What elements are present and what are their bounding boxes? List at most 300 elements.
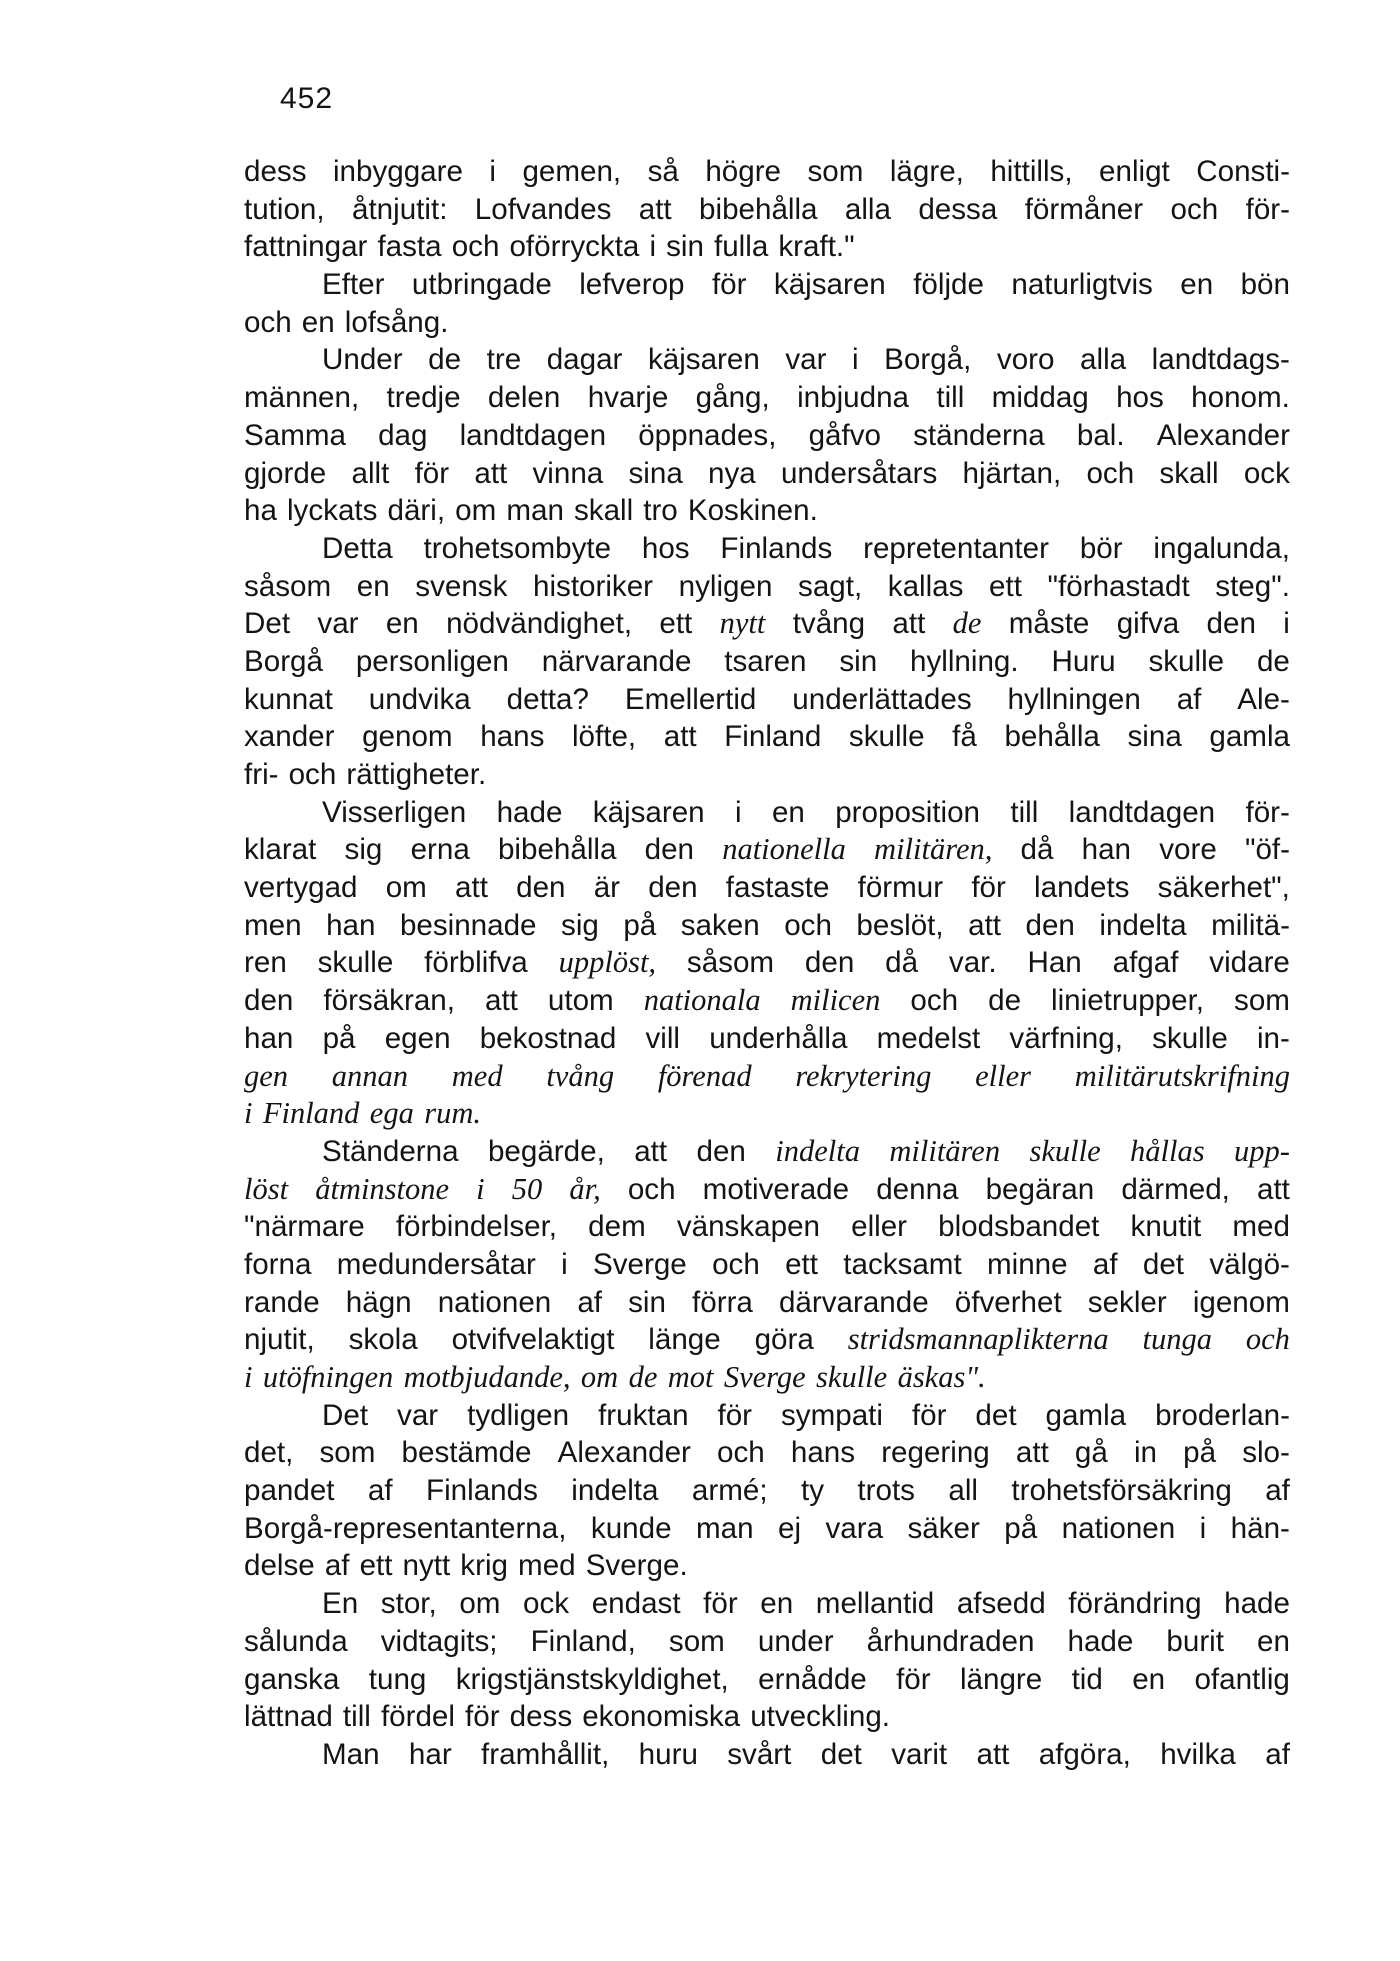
word: öfverhet — [954, 1285, 1062, 1319]
word: erna — [410, 833, 470, 867]
word: xander — [244, 720, 335, 754]
word: följde — [913, 268, 984, 302]
word: mellantid — [815, 1587, 935, 1621]
word: och — [1245, 1322, 1290, 1357]
word: skulle — [1148, 644, 1225, 678]
word: enligt — [1099, 155, 1170, 188]
word: hos — [641, 531, 690, 565]
word: som — [319, 1436, 376, 1470]
word: begäran — [985, 1172, 1095, 1206]
word: om — [455, 494, 497, 528]
word: och — [244, 305, 292, 339]
word: en — [356, 569, 390, 603]
word: männen, — [244, 381, 360, 415]
word: skulle — [1152, 1021, 1228, 1055]
word: tacksamt — [843, 1247, 962, 1281]
word: för — [911, 1398, 947, 1432]
word: militären, — [874, 832, 993, 867]
word: bekostnad — [479, 1021, 617, 1055]
word: tydligen — [467, 1398, 570, 1432]
word: göra — [754, 1323, 814, 1357]
word: saken — [680, 908, 760, 942]
word: af — [577, 1285, 603, 1319]
word: den — [1025, 908, 1075, 942]
word: den — [696, 1134, 746, 1168]
word: inbyggare — [332, 155, 463, 188]
word: upp- — [1234, 1133, 1290, 1168]
text-line — [244, 228, 1290, 266]
word: för — [414, 456, 450, 490]
word: för — [465, 1700, 500, 1734]
word: klarat — [244, 833, 317, 867]
word: nytt — [402, 1549, 451, 1583]
word: Koskinen. — [687, 494, 818, 528]
word: detta? — [506, 682, 589, 716]
word: och — [1086, 456, 1135, 490]
word: varit — [891, 1737, 948, 1771]
word: Detta — [322, 531, 393, 565]
word: inbjudna — [797, 381, 909, 415]
word: af — [1092, 1247, 1118, 1281]
word: öppnades, — [638, 418, 777, 452]
word: hän- — [1230, 1511, 1290, 1545]
text-line — [244, 1736, 1290, 1774]
text-line — [244, 266, 1290, 304]
word: rättigheter. — [346, 758, 487, 791]
word: hittills, — [990, 155, 1073, 188]
word: de — [952, 606, 982, 641]
word: tunga — [1142, 1322, 1213, 1357]
word: delen — [487, 381, 561, 415]
word: fördel — [380, 1700, 455, 1734]
text-line — [244, 1661, 1290, 1699]
word: delse — [244, 1549, 315, 1583]
word: bestämde — [401, 1436, 532, 1470]
word: militä- — [1211, 908, 1290, 942]
word: de — [628, 1360, 658, 1394]
word: och — [717, 1436, 765, 1470]
word: beslöt, — [856, 908, 944, 942]
word: gen — [244, 1058, 289, 1093]
word: för- — [1245, 192, 1290, 226]
word: lefverop — [579, 268, 685, 302]
word: dessa — [918, 192, 998, 226]
word: i — [476, 1171, 485, 1206]
word: högre — [705, 155, 782, 188]
word: vara — [825, 1511, 884, 1545]
word: lägre, — [889, 155, 964, 188]
word: i — [649, 230, 657, 264]
word: medundersåtar — [336, 1247, 536, 1281]
word: löst — [244, 1171, 289, 1206]
text-line — [244, 1321, 1290, 1359]
word: Finland — [262, 1096, 360, 1131]
word: kunnat — [244, 682, 333, 716]
word: tredje — [386, 381, 461, 415]
text-line — [244, 1585, 1290, 1623]
text-line — [244, 492, 1290, 530]
word: var — [317, 607, 359, 641]
word: en — [1257, 1624, 1290, 1658]
word: vore — [1159, 833, 1217, 867]
word: Man — [322, 1737, 380, 1771]
word: af — [1265, 1474, 1290, 1508]
text-line — [244, 1095, 1290, 1133]
word: Consti- — [1196, 155, 1290, 188]
word: hvilka — [1160, 1737, 1236, 1771]
word: hyllning. — [910, 644, 1019, 678]
word: utöfningen — [262, 1360, 394, 1394]
word: säker — [907, 1511, 980, 1545]
word: tro — [643, 494, 678, 528]
word: var. — [948, 946, 997, 980]
word: nationella — [722, 832, 846, 867]
text-line — [244, 1133, 1290, 1171]
word: en — [385, 607, 419, 641]
word: däri, — [387, 494, 446, 528]
word: fulla — [714, 230, 769, 264]
text-line — [244, 530, 1290, 568]
word: ej — [777, 1511, 802, 1545]
word: till — [342, 1700, 371, 1734]
word: landtdagen — [1068, 795, 1216, 829]
word: landtdags- — [1151, 343, 1290, 377]
word: svårt — [727, 1737, 792, 1771]
word: sin — [628, 1285, 666, 1319]
text-line — [244, 568, 1290, 606]
word: ett — [785, 1247, 818, 1281]
word: indelta — [1099, 908, 1187, 942]
text-line — [244, 1246, 1290, 1284]
word: behålla — [1004, 720, 1100, 754]
word: historiker — [532, 569, 654, 603]
word: motbjudande, — [403, 1360, 571, 1394]
word: rum. — [424, 1096, 481, 1131]
word: bibehålla — [699, 192, 818, 226]
word: skall — [573, 494, 634, 528]
word: "förhastadt — [1047, 569, 1190, 603]
word: in- — [1256, 1021, 1290, 1055]
word: egen — [384, 1021, 451, 1055]
word: tsaren — [724, 644, 807, 678]
word: såsom — [244, 569, 332, 603]
word: Det — [322, 1398, 369, 1432]
word: såsom — [686, 946, 775, 980]
word: militären — [889, 1133, 1001, 1168]
word: och — [784, 908, 832, 942]
word: allt — [351, 456, 390, 490]
word: som — [668, 1624, 725, 1658]
word: med — [518, 1549, 576, 1583]
word: Visserligen — [322, 795, 467, 829]
text-line — [244, 907, 1290, 945]
word: därvarande — [778, 1285, 929, 1319]
word: det — [1142, 1247, 1185, 1281]
text-line — [244, 1171, 1290, 1209]
word: sin — [666, 230, 704, 264]
word: närvarande — [541, 644, 692, 678]
word: ofantlig — [1194, 1662, 1290, 1696]
word: ganska — [244, 1662, 340, 1696]
text-line — [244, 756, 1290, 794]
word: åtminstone — [315, 1171, 450, 1206]
word: var — [397, 1398, 439, 1432]
word: sig — [344, 833, 383, 867]
word: han — [1081, 833, 1132, 867]
text-line — [244, 1020, 1290, 1058]
word: linietrupper, — [1051, 984, 1205, 1018]
word: skulle — [816, 1360, 888, 1394]
word: för- — [1245, 795, 1290, 829]
word: tid — [1071, 1662, 1103, 1696]
word: att — [634, 1134, 668, 1168]
text-line — [244, 417, 1290, 455]
word: käjsaren — [592, 795, 705, 829]
word: ty — [800, 1474, 824, 1508]
word: tvång — [546, 1058, 615, 1093]
word: Det — [244, 607, 291, 641]
word: att — [455, 871, 488, 905]
word: gifva — [1116, 607, 1180, 641]
word: regering — [881, 1436, 990, 1470]
word: käjsaren — [647, 343, 760, 377]
word: att — [474, 456, 508, 490]
word: nödvändighet, — [446, 607, 633, 641]
word: förenad — [657, 1058, 752, 1093]
word: rekrytering — [795, 1058, 932, 1093]
word: hjärtan, — [962, 456, 1062, 490]
text-line — [244, 1284, 1290, 1322]
word: århundraden — [866, 1624, 1035, 1658]
word: och — [910, 984, 959, 1018]
word: bön — [1240, 268, 1290, 302]
word: nyligen — [678, 569, 773, 603]
word: som — [1234, 984, 1290, 1018]
word: om — [459, 1587, 501, 1621]
word: gamla — [1045, 1398, 1127, 1432]
word: indelta — [571, 1474, 659, 1508]
word: begärde, — [487, 1134, 605, 1168]
word: och — [451, 230, 500, 264]
word: den — [644, 833, 695, 867]
word: åtnjutit: — [352, 192, 448, 226]
word: man — [695, 1511, 754, 1545]
word: för — [717, 1398, 753, 1432]
word: för — [896, 1662, 931, 1696]
text-line — [244, 153, 1290, 191]
word: dess — [244, 155, 307, 188]
word: hade — [496, 795, 563, 829]
text-line — [244, 1472, 1290, 1510]
word: han — [326, 908, 376, 942]
word: vänskapen — [676, 1210, 820, 1244]
word: underhålla — [709, 1021, 848, 1055]
word: undvika — [368, 682, 471, 716]
word: bal. — [1076, 418, 1125, 452]
word: de — [428, 343, 462, 377]
word: sympati — [781, 1398, 883, 1432]
body-text — [244, 153, 1290, 1774]
word: afgaf — [1112, 946, 1179, 980]
word: Lofvandes — [474, 192, 612, 226]
word: i — [489, 155, 496, 188]
word: vinna — [532, 456, 604, 490]
word: skola — [348, 1323, 418, 1357]
word: Alexander — [1156, 418, 1290, 452]
word: afgöra, — [1038, 1737, 1131, 1771]
word: Han — [1027, 946, 1082, 980]
word: ega — [369, 1096, 414, 1131]
word: man — [506, 494, 564, 528]
word: in — [1133, 1436, 1158, 1470]
word: middag — [991, 381, 1089, 415]
word: utveckling. — [750, 1700, 891, 1734]
word: burit — [1166, 1624, 1224, 1658]
word: voro — [996, 343, 1055, 377]
word: Alexander — [557, 1436, 691, 1470]
word: försäkran, — [323, 984, 455, 1018]
word: på — [623, 908, 657, 942]
word: nationen — [437, 1285, 552, 1319]
word: längre — [959, 1662, 1043, 1696]
word: käjsaren — [773, 268, 886, 302]
text-line — [244, 681, 1290, 719]
word: hos — [1116, 381, 1164, 415]
text-line — [244, 831, 1290, 869]
word: det — [975, 1398, 1017, 1432]
word: dag — [378, 418, 428, 452]
word: välgö- — [1209, 1247, 1290, 1281]
word: upplöst, — [558, 945, 657, 980]
word: i — [244, 1096, 253, 1131]
word: en — [301, 305, 335, 339]
word: tre — [486, 343, 522, 377]
word: personligen — [355, 644, 509, 678]
word: utom — [547, 984, 614, 1018]
word: sina — [628, 456, 683, 490]
word: nationen — [1061, 1511, 1176, 1545]
word: annan — [331, 1058, 409, 1093]
word: all — [948, 1474, 978, 1508]
text-line — [244, 718, 1290, 756]
word: på — [1183, 1436, 1217, 1470]
word: motiverade — [702, 1172, 850, 1206]
word: att — [976, 1737, 1010, 1771]
word: otvifvelaktigt — [451, 1323, 615, 1357]
word: medelst — [876, 1021, 981, 1055]
text-line — [244, 794, 1290, 832]
word: besinnade — [399, 908, 537, 942]
word: eller — [975, 1058, 1032, 1093]
word: armé; — [691, 1474, 768, 1508]
word: njutit, — [244, 1323, 315, 1357]
word: Samma — [244, 418, 346, 452]
word: en — [1132, 1662, 1166, 1696]
word: skulle — [848, 720, 925, 754]
word: för — [703, 1587, 738, 1621]
word: fastaste — [725, 871, 830, 905]
word: fri- — [244, 758, 279, 791]
word: eller — [851, 1210, 908, 1244]
word: bibehålla — [497, 833, 617, 867]
word: hållas — [1130, 1133, 1205, 1168]
word: svensk — [415, 569, 508, 603]
word: tution, — [244, 192, 325, 226]
word: ernådde — [758, 1662, 867, 1696]
word: gå — [1074, 1436, 1108, 1470]
word: broderlan- — [1155, 1398, 1290, 1432]
word: oförryckta — [509, 230, 640, 264]
word: hade — [1224, 1587, 1290, 1621]
word: knutit — [1130, 1210, 1202, 1244]
word: äskas". — [897, 1360, 986, 1394]
word: måste — [1008, 607, 1090, 641]
word: att — [1257, 1172, 1290, 1206]
word: ett — [659, 607, 693, 641]
word: sin — [839, 644, 878, 678]
word: honom. — [1191, 381, 1290, 415]
text-line — [244, 341, 1290, 379]
word: Borgå — [244, 644, 323, 678]
word: på — [1004, 1511, 1038, 1545]
word: naturligtvis — [1011, 268, 1153, 302]
word: landtdagen — [459, 418, 607, 452]
text-line — [244, 1434, 1290, 1472]
word: vidtagits; — [380, 1624, 498, 1658]
word: Under — [322, 343, 403, 377]
word: af — [1265, 1737, 1290, 1771]
word: trohetsförsäkring — [1011, 1474, 1232, 1508]
word: värfning, — [1009, 1021, 1123, 1055]
word: Finland, — [530, 1624, 636, 1658]
word: förblifva — [424, 946, 528, 980]
word: har — [408, 1737, 452, 1771]
text-line — [244, 1698, 1290, 1736]
word: sekler — [1087, 1285, 1167, 1319]
text-line — [244, 1058, 1290, 1096]
word: "öf- — [1244, 833, 1290, 867]
word: "närmare — [244, 1210, 365, 1244]
word: repretentanter — [863, 531, 1049, 565]
word: med — [451, 1058, 503, 1093]
word: Borgå-representanterna, — [244, 1511, 567, 1545]
text-line — [244, 455, 1290, 493]
word: löfte, — [571, 720, 637, 754]
word: under — [757, 1624, 834, 1658]
word: var — [785, 343, 827, 377]
text-line — [244, 1359, 1290, 1397]
word: lofsång. — [344, 305, 449, 339]
word: endast — [591, 1587, 681, 1621]
word: att — [638, 192, 672, 226]
word: proposition — [835, 795, 980, 829]
word: slo- — [1242, 1436, 1290, 1470]
word: för — [711, 268, 747, 302]
word: Emellertid — [624, 682, 757, 716]
word: de — [1256, 644, 1290, 678]
word: mot — [667, 1360, 714, 1394]
word: förändring — [1068, 1587, 1202, 1621]
word: till — [1010, 795, 1039, 829]
word: forna — [244, 1247, 312, 1281]
word: den — [244, 984, 294, 1018]
word: trots — [857, 1474, 915, 1508]
word: nytt — [719, 606, 766, 641]
word: att — [484, 984, 518, 1018]
word: förbindelser, — [395, 1210, 558, 1244]
word: Borgå, — [884, 343, 972, 377]
word: landets — [1034, 871, 1130, 905]
